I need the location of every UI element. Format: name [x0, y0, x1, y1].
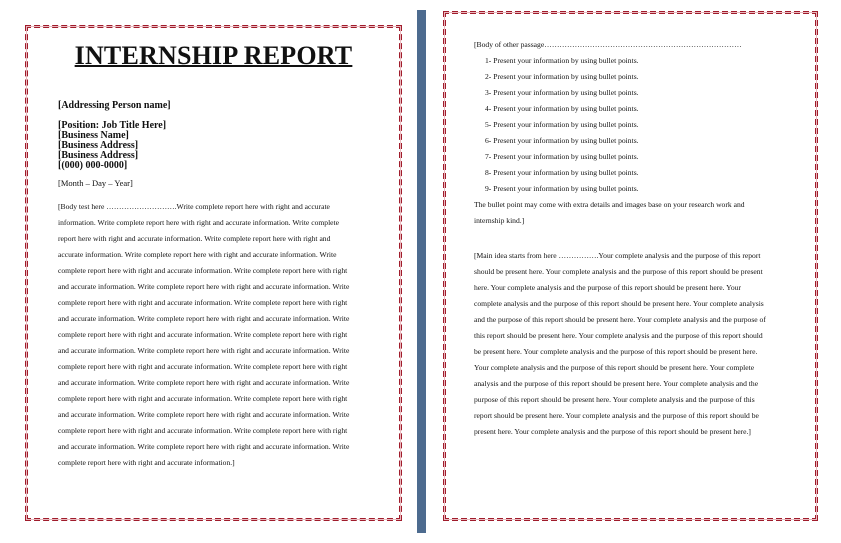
- bullet-item: 4- Present your information by using bullet points.: [485, 104, 639, 113]
- main-line: here. Your complete analysis and the purpose of this report should be present here. Your: [474, 283, 741, 292]
- note-line: The bullet point may come with extra details and images base on your research work and: [474, 200, 745, 209]
- page-divider: [417, 10, 426, 533]
- bullet-item: 2- Present your information by using bullet points.: [485, 72, 639, 81]
- date: [Month – Day – Year]: [58, 178, 133, 188]
- body-line: report here with right and accurate information. Write complete report here with right and: [58, 234, 331, 243]
- bullet-item: 8- Present your information by using bullet points.: [485, 168, 639, 177]
- body-line: and accurate information. Write complete report here with right and accurate information. Write: [58, 378, 350, 387]
- bullet-item: 1- Present your information by using bullet points.: [485, 56, 639, 65]
- body-line: accurate information. Write complete report here with right and accurate information. Write: [58, 250, 337, 259]
- bullet-item: 3- Present your information by using bullet points.: [485, 88, 639, 97]
- address-line: [(000) 000-0000]: [58, 160, 128, 171]
- body-line: [Body test here ……………………….Write complete report here with right and accurate: [58, 202, 330, 211]
- body-line: complete report here with right and accurate information. Write complete report here with right: [58, 394, 348, 403]
- bullet-item: 7- Present your information by using bullet points.: [485, 152, 639, 161]
- body-line: complete report here with right and accurate information.]: [58, 458, 235, 467]
- main-line: this report should be present here. Your complete analysis and the purpose of this report should: [474, 331, 763, 340]
- body-line: complete report here with right and accurate information. Write complete report here with right: [58, 330, 348, 339]
- address-line: [Position: Job Title Here]: [58, 120, 167, 131]
- main-line: purpose of this report should be present here. Your complete analysis and the purpose of this: [474, 395, 755, 404]
- bullet-item: 6- Present your information by using bullet points.: [485, 136, 639, 145]
- bullet-item: 5- Present your information by using bullet points.: [485, 120, 639, 129]
- body-line: complete report here with right and accurate information. Write complete report here with right: [58, 266, 348, 275]
- right-content: [443, 11, 818, 521]
- body-line: complete report here with right and accurate information. Write complete report here with right: [58, 426, 348, 435]
- report-title: INTERNSHIP REPORT: [74, 41, 353, 70]
- address-line: [Business Address]: [58, 140, 139, 151]
- main-line: present here. Your complete analysis and the purpose of this report should be present here.]: [474, 427, 751, 436]
- left-content: [25, 25, 402, 521]
- intro-text: [Body of other passage……………………………………………………………………: [474, 40, 742, 49]
- main-line: report should be present here. Your complete analysis and the purpose of this report should be: [474, 411, 759, 420]
- body-line: complete report here with right and accurate information. Write complete report here with right: [58, 362, 348, 371]
- body-line: and accurate information. Write complete report here with right and accurate information. Write: [58, 410, 350, 419]
- body-line: and accurate information. Write complete report here with right and accurate information. Write: [58, 282, 350, 291]
- main-line: Your complete analysis and the purpose of this report should be present here. Your complete: [474, 363, 755, 372]
- main-line: be present here. Your complete analysis and the purpose of this report should be present here.: [474, 347, 758, 356]
- bullet-item: 9- Present your information by using bullet points.: [485, 184, 639, 193]
- body-line: complete report here with right and accurate information. Write complete report here with right: [58, 298, 348, 307]
- body-line: and accurate information. Write complete report here with right and accurate information. Write: [58, 442, 350, 451]
- main-line: [Main idea starts from here …………….Your complete analysis and the purpose of this report: [474, 251, 761, 260]
- addressee: [Addressing Person name]: [58, 100, 171, 111]
- main-line: analysis and the purpose of this report should be present here. Your complete analysis and the: [474, 379, 759, 388]
- main-line: and the purpose of this report should be present here. Your complete analysis and the purpose of: [474, 315, 766, 324]
- address-line: [Business Address]: [58, 150, 139, 161]
- body-line: information. Write complete report here with right and accurate information. Write complete: [58, 218, 340, 227]
- note-line: internship kind.]: [474, 216, 525, 225]
- body-line: and accurate information. Write complete report here with right and accurate information. Write: [58, 314, 350, 323]
- main-line: complete analysis and the purpose of this report should be present here. Your complete analysis: [474, 299, 764, 308]
- body-line: and accurate information. Write complete report here with right and accurate information. Write: [58, 346, 350, 355]
- main-line: should be present here. Your complete analysis and the purpose of this report should be present: [474, 267, 763, 276]
- address-line: [Business Name]: [58, 130, 129, 141]
